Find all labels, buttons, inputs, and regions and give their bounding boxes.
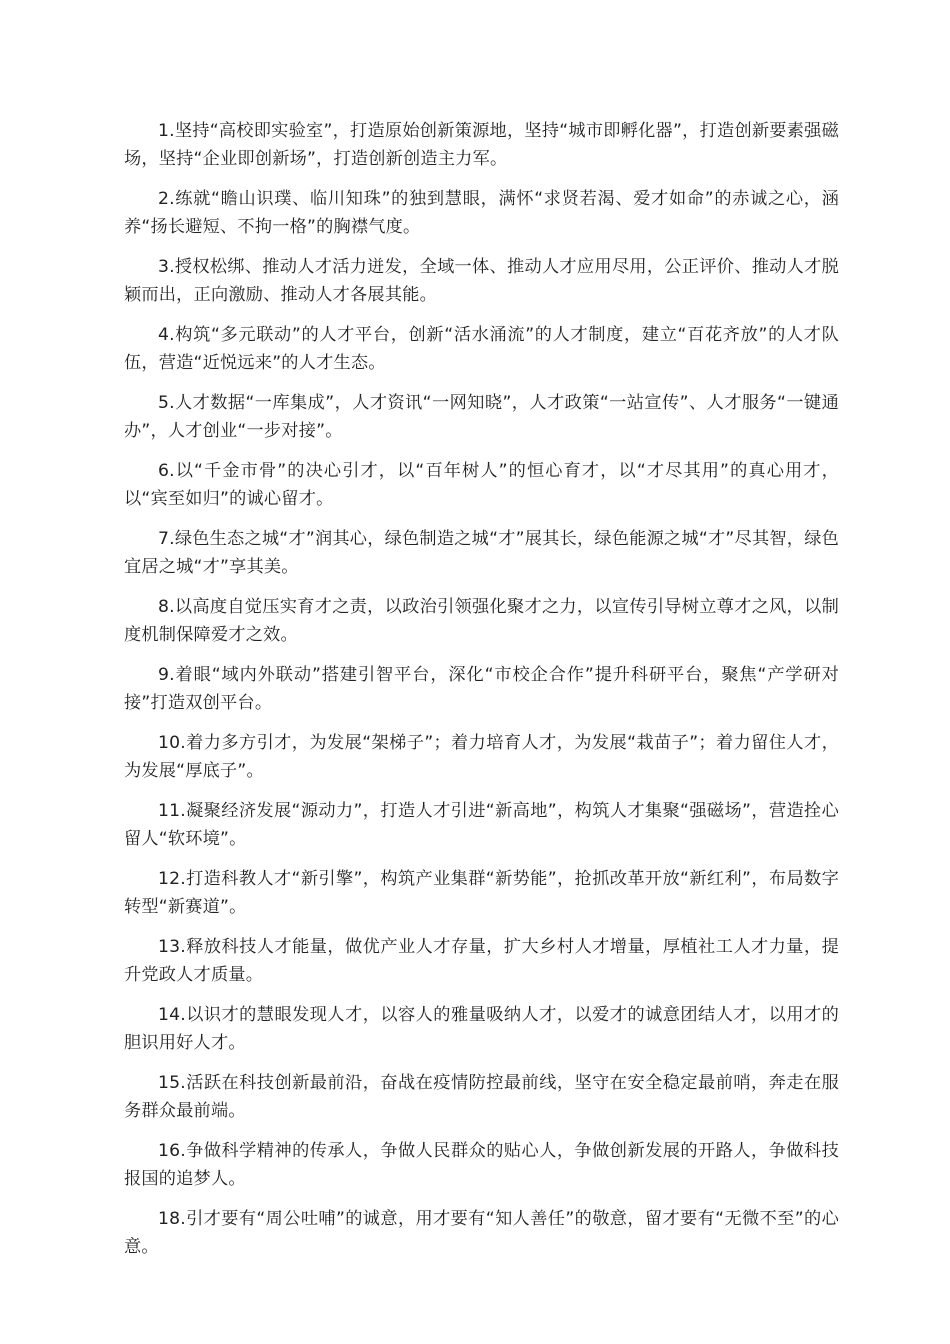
document-body xyxy=(124,118,839,1274)
paragraph-1: 1.坚持“高校即实验室”，打造原始创新策源地，坚持“城市即孵化器”，打造创新要素强磁场，坚持“企业即创新场”，打造创新创造主力军。 xyxy=(124,121,839,169)
paragraph-11: 11.凝聚经济发展“源动力”，打造人才引进“新高地”，构筑人才集聚“强磁场”，营造拴心留人“软环境”。 xyxy=(124,801,839,849)
paragraph-2: 2.练就“瞻山识璞、临川知珠”的独到慧眼，满怀“求贤若渴、爱才如命”的赤诚之心，涵养“扬长避短、不拘一格”的胸襟气度。 xyxy=(124,189,839,237)
paragraph-4: 4.构筑“多元联动”的人才平台，创新“活水涌流”的人才制度，建立“百花齐放”的人才队伍，营造“近悦远来”的人才生态。 xyxy=(124,325,839,373)
paragraph-12: 12.打造科教人才“新引擎”，构筑产业集群“新势能”，抢抓改革开放“新红利”，布局数字转型“新赛道”。 xyxy=(124,869,839,917)
paragraph-13: 13.释放科技人才能量，做优产业人才存量，扩大乡村人才增量，厚植社工人才力量，提升党政人才质量。 xyxy=(124,937,839,985)
paragraph-15: 15.活跃在科技创新最前沿，奋战在疫情防控最前线，坚守在安全稳定最前哨，奔走在服务群众最前端。 xyxy=(124,1073,839,1121)
paragraph-7: 7.绿色生态之城“才”润其心，绿色制造之城“才”展其长，绿色能源之城“才”尽其智，绿色宜居之城“才”享其美。 xyxy=(124,529,839,577)
paragraph-16: 16.争做科学精神的传承人，争做人民群众的贴心人，争做创新发展的开路人，争做科技报国的追梦人。 xyxy=(124,1141,839,1189)
paragraph-6: 6.以“千金市骨”的决心引才，以“百年树人”的恒心育才，以“才尽其用”的真心用才，以“宾至如归”的诚心留才。 xyxy=(124,461,839,509)
paragraph-14: 14.以识才的慧眼发现人才，以容人的雅量吸纳人才，以爱才的诚意团结人才，以用才的胆识用好人才。 xyxy=(124,1005,839,1053)
paragraph-5: 5.人才数据“一库集成”，人才资讯“一网知晓”，人才政策“一站宣传”、人才服务“一键通办”，人才创业“一步对接”。 xyxy=(124,393,839,441)
paragraph-10: 10.着力多方引才，为发展“架梯子”；着力培育人才，为发展“栽苗子”；着力留住人才，为发展“厚底子”。 xyxy=(124,733,839,781)
paragraph-3: 3.授权松绑、推动人才活力迸发，全域一体、推动人才应用尽用，公正评价、推动人才脱颖而出，正向激励、推动人才各展其能。 xyxy=(124,257,839,305)
paragraph-9: 9.着眼“域内外联动”搭建引智平台，深化“市校企合作”提升科研平台，聚焦“产学研对接”打造双创平台。 xyxy=(124,665,839,713)
paragraph-8: 8.以高度自觉压实育才之责，以政治引领强化聚才之力，以宣传引导树立尊才之风，以制度机制保障爱才之效。 xyxy=(124,597,839,645)
paragraph-18: 18.引才要有“周公吐哺”的诚意，用才要有“知人善任”的敬意，留才要有“无微不至”的心意。 xyxy=(124,1209,839,1257)
